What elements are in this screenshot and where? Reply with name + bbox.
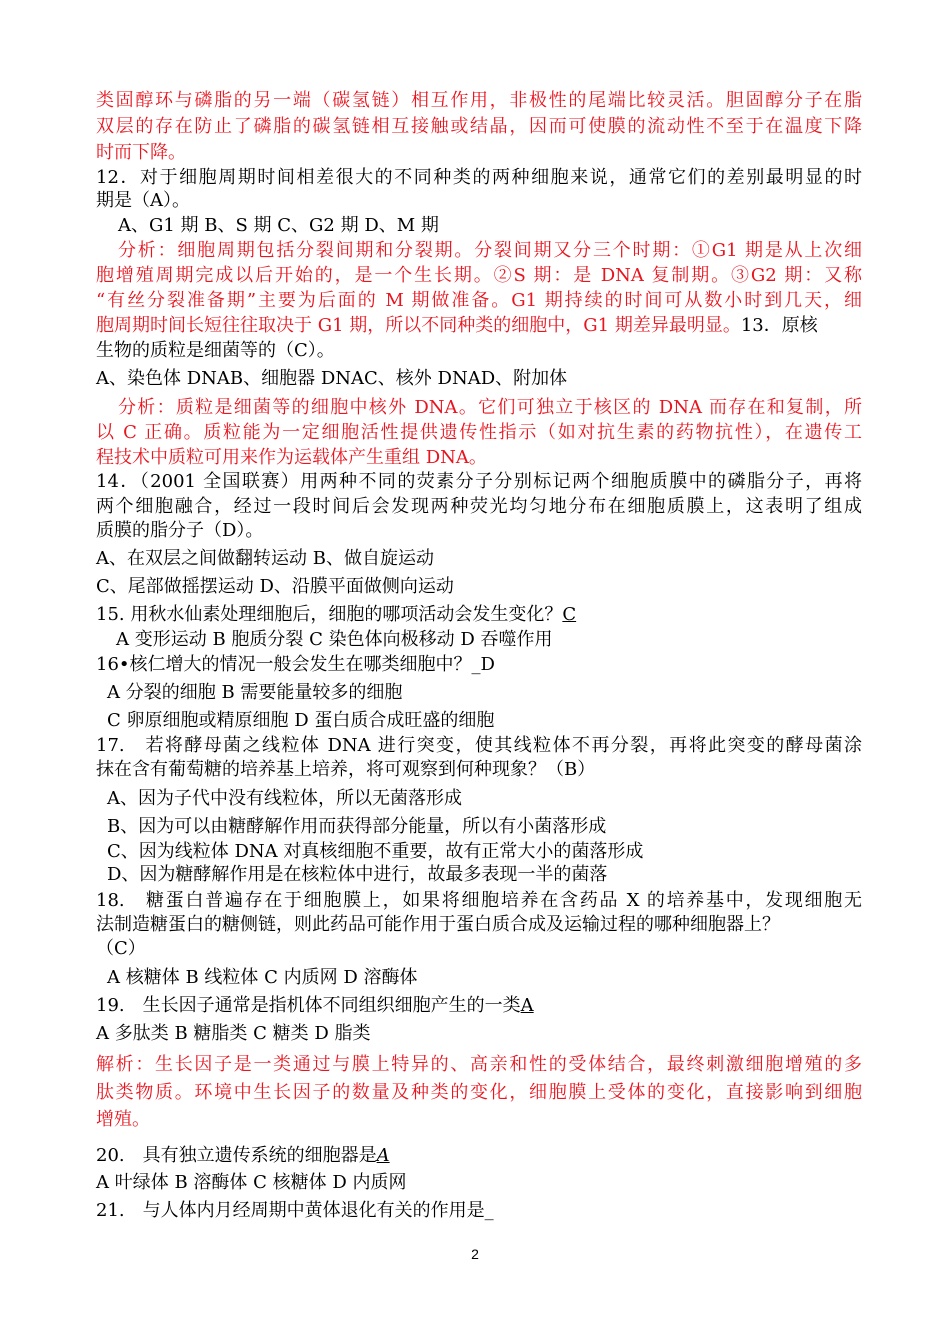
analysis-line: 增殖。 xyxy=(96,1109,150,1130)
question-17: 17. 若将酵母菌之线粒体 DNA 进行突变，使其线粒体不再分裂，再将此突变的酵母菌涂 xyxy=(96,735,862,756)
answer-mark: A xyxy=(520,995,534,1016)
answer-options: A、染色体 DNAB、细胞器 DNAC、核外 DNAD、附加体 xyxy=(96,368,568,389)
text-line: 期是（A）。 xyxy=(96,190,190,211)
text-line: 抹在含有葡萄糖的培养基上培养，将可观察到何种现象？（B） xyxy=(96,759,596,780)
analysis-line: 分析：质粒是细菌等的细胞中核外 DNA。它们可独立于核区的 DNA 而存在和复制，所 xyxy=(118,397,862,418)
question-15 xyxy=(96,603,862,627)
answer-options: D、因为糖酵解作用是在核粒体中进行，故最多表现一半的菌落 xyxy=(107,864,608,885)
answer-options: A 变形运动 B 胞质分裂 C 染色体向极移动 D 吞噬作用 xyxy=(116,629,553,650)
answer-options: A、G1 期 B、S 期 C、G2 期 D、M 期 xyxy=(118,215,439,236)
answer-mark: _D xyxy=(471,654,495,675)
question-16 xyxy=(96,653,862,677)
answer-options: A、因为子代中没有线粒体，所以无菌落形成 xyxy=(107,788,462,809)
text-line: 质膜的脂分子（D）。 xyxy=(96,520,264,541)
analysis-line: 分析：细胞周期包括分裂间期和分裂期。分裂间期又分三个时期：①G1 期是从上次细 xyxy=(118,240,862,261)
analysis-line: 胞增殖周期完成以后开始的，是一个生长期。②S 期：是 DNA 复制期。③G2 期：又称 xyxy=(96,265,862,286)
question-20 xyxy=(96,1144,862,1168)
text-line xyxy=(96,314,862,338)
answer-mark: C xyxy=(562,604,577,625)
answer-options: A 分裂的细胞 B 需要能量较多的细胞 xyxy=(107,682,403,703)
answer-options: C、因为线粒体 DNA 对真核细胞不重要，故有正常大小的菌落形成 xyxy=(107,841,644,862)
answer-options: A 多肽类 B 糖脂类 C 糖类 D 脂类 xyxy=(96,1023,371,1044)
analysis-line: 以 C 正确。质粒能为一定细胞活性提供遗传性指示（如对抗生素的药物抗性），在遗传工 xyxy=(96,422,862,443)
text-line: 类固醇环与磷脂的另一端（碳氢链）相互作用，非极性的尾端比较灵活。胆固醇分子在脂 xyxy=(96,90,862,111)
analysis-line: 胞周期时间长短往往取决于 G1 期，所以不同种类的细胞中，G1 期差异最明显。 xyxy=(96,315,741,336)
analysis-line: 程技术中质粒可用来作为运载体产生重组 DNA。 xyxy=(96,447,487,468)
answer-options: B、因为可以由糖酵解作用而获得部分能量，所以有小菌落形成 xyxy=(107,816,607,837)
text-line: 两个细胞融合，经过一段时间后会发现两种荧光均匀地分布在细胞质膜上，这表明了组成 xyxy=(96,496,862,517)
text-line: 生物的质粒是细菌等的（C）。 xyxy=(96,340,335,361)
text-line: （C） xyxy=(96,938,146,959)
text-line: 时而下降。 xyxy=(96,142,186,163)
question-12: 12．对于细胞周期时间相差很大的不同种类的两种细胞来说，通常它们的差别最明显的时 xyxy=(96,167,862,188)
question-14: 14．（2001 全国联赛）用两种不同的荧素分子分别标记两个细胞质膜中的磷脂分子，再将 xyxy=(96,471,862,492)
analysis-line: 肽类物质。环境中生长因子的数量及种类的变化，细胞膜上受体的变化，直接影响到细胞 xyxy=(96,1082,862,1103)
analysis-line: 解析：生长因子是一类通过与膜上特异的、高亲和性的受体结合，最终刺激细胞增殖的多 xyxy=(96,1054,862,1075)
question-21: 21. 与人体内月经周期中黄体退化有关的作用是_ xyxy=(96,1200,494,1221)
question-18: 18. 糖蛋白普遍存在于细胞膜上，如果将细胞培养在含药品 X 的培养基中，发现细胞无 xyxy=(96,890,862,911)
text-line: 双层的存在防止了磷脂的碳氢链相互接触或结晶，因而可使膜的流动性不至于在温度下降 xyxy=(96,116,862,137)
answer-options: A 核糖体 B 线粒体 C 内质网 D 溶酶体 xyxy=(107,967,418,988)
answer-options: A、在双层之间做翻转运动 B、做自旋运动 xyxy=(96,548,434,569)
answer-mark: A xyxy=(376,1145,390,1166)
question-text: 20. 具有独立遗传系统的细胞器是 xyxy=(96,1145,377,1166)
page-number: 2 xyxy=(471,1246,479,1262)
text-line: 法制造糖蛋白的糖侧链，则此药品可能作用于蛋白质合成及运输过程的哪种细胞器上？ xyxy=(96,914,780,935)
answer-options: C 卵原细胞或精原细胞 D 蛋白质合成旺盛的细胞 xyxy=(107,710,495,731)
question-text: 15. 用秋水仙素处理细胞后，细胞的哪项活动会发生变化？ xyxy=(96,604,563,625)
answer-options: C、尾部做摇摆运动 D、沿膜平面做侧向运动 xyxy=(96,576,454,597)
answer-options: A 叶绿体 B 溶酶体 C 核糖体 D 内质网 xyxy=(96,1172,407,1193)
question-text: 19. 生长因子通常是指机体不同组织细胞产生的一类 xyxy=(96,995,521,1016)
question-13: 13．原核 xyxy=(740,315,818,336)
analysis-line: “有丝分裂准备期”主要为后面的 M 期做准备。G1 期持续的时间可从数小时到几天，细 xyxy=(96,290,862,311)
question-19 xyxy=(96,994,862,1018)
question-text: 16•核仁增大的情况一般会发生在哪类细胞中？ xyxy=(96,654,472,675)
